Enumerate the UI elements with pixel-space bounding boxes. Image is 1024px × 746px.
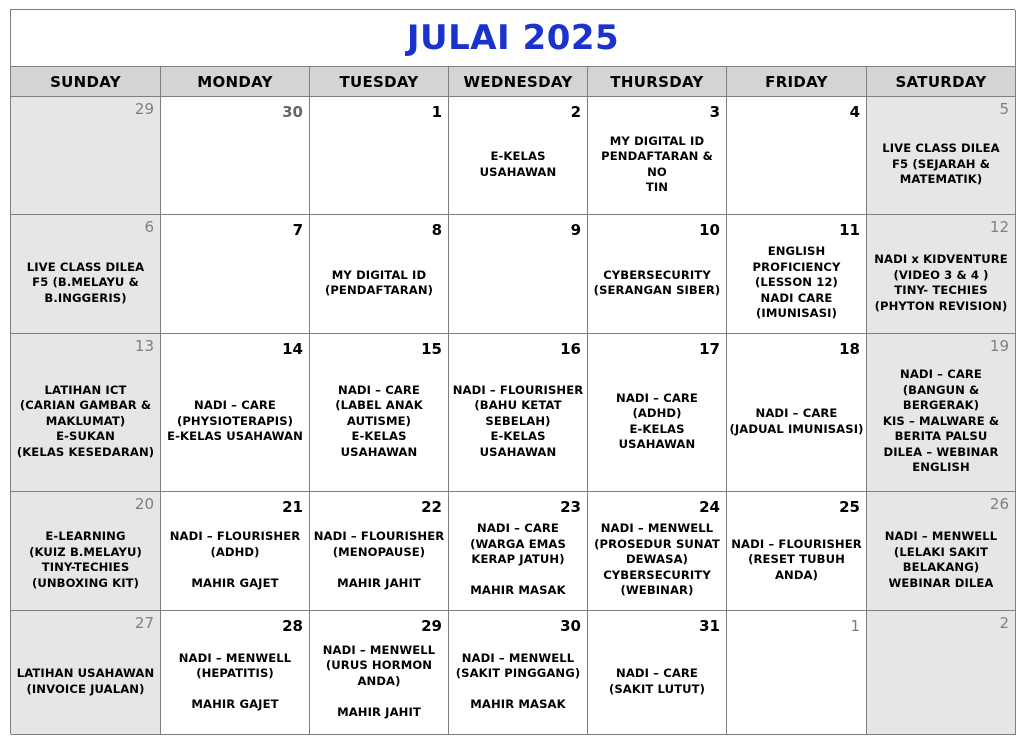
day-cell	[11, 611, 161, 735]
event-text	[590, 514, 724, 606]
day-header-sunday: SUNDAY	[11, 67, 161, 97]
day-cell	[449, 215, 588, 334]
day-number: 1	[850, 617, 860, 635]
event-line: NADI – FLOURISHER	[452, 382, 584, 397]
event-line: MAHIR MASAK	[470, 583, 566, 598]
event-line: MAHIR GAJET	[191, 575, 279, 590]
event-line: MATEMATIK)	[899, 172, 983, 187]
event-line: KIS – MALWARE &	[882, 413, 1000, 428]
event-line: CYBERSECURITY	[603, 567, 711, 582]
event-line: ENGLISH	[767, 244, 826, 259]
day-number: 14	[282, 340, 303, 358]
calendar-title: JULAI 2025	[11, 10, 1016, 67]
event-line: NADI – CARE	[477, 521, 559, 536]
event-line: (VIDEO 3 & 4 )	[893, 267, 989, 282]
event-text	[590, 633, 724, 730]
event-line: TINY-TECHIES	[41, 560, 130, 574]
event-text	[590, 237, 724, 329]
day-number: 6	[144, 218, 154, 236]
event-text	[13, 237, 158, 329]
event-line: F5 (SEJARAH &	[892, 156, 990, 171]
event-text	[451, 119, 585, 210]
day-number: 18	[839, 340, 860, 358]
event-line: NADI – CARE	[194, 398, 276, 413]
event-line: NADI – MENWELL	[322, 642, 436, 657]
day-number: 8	[431, 221, 442, 239]
day-number: 30	[560, 617, 581, 635]
event-line: TINY- TECHIES	[894, 283, 988, 297]
event-line: SEBELAH)	[485, 413, 551, 428]
event-line: AUTISME)	[346, 413, 412, 428]
day-header-friday: FRIDAY	[727, 67, 867, 97]
event-line: (CARIAN GAMBAR &	[19, 398, 152, 413]
event-line: (URUS HORMON	[325, 658, 433, 673]
day-number: 19	[989, 337, 1009, 355]
day-number: 28	[282, 617, 303, 635]
event-text	[163, 633, 307, 730]
day-number: 7	[292, 221, 303, 239]
event-line: B.INGGERIS)	[44, 290, 127, 305]
event-line: (LELAKI SAKIT	[893, 544, 989, 559]
event-line: (SAKIT PINGGANG)	[455, 666, 581, 680]
event-line: (LABEL ANAK	[335, 398, 423, 413]
event-line: CYBERSECURITY	[603, 267, 711, 282]
event-text	[13, 514, 158, 606]
event-line: NADI – CARE	[755, 406, 838, 420]
event-line: MAHIR JAHIT	[337, 704, 421, 719]
event-line: MY DIGITAL ID	[331, 267, 427, 282]
event-text	[163, 356, 307, 487]
event-line: (MENOPAUSE)	[332, 544, 426, 559]
event-line: NADI – CARE	[616, 390, 698, 405]
day-cell	[727, 492, 867, 611]
event-line: (WARGA EMAS	[470, 536, 566, 551]
day-number: 26	[989, 495, 1009, 513]
event-line: NADI – CARE	[338, 382, 420, 397]
event-text	[869, 356, 1013, 487]
day-cell	[11, 334, 161, 492]
event-line: NADI – FLOURISHER	[731, 536, 862, 551]
day-number: 23	[560, 498, 581, 516]
event-text	[869, 237, 1013, 329]
event-line: DILEA – WEBINAR	[883, 444, 999, 459]
day-header-tuesday: TUESDAY	[310, 67, 449, 97]
day-number: 24	[699, 498, 720, 516]
event-line: MAHIR JAHIT	[337, 575, 421, 590]
event-line: E-KELAS USAHAWAN	[167, 429, 303, 444]
day-cell	[11, 215, 161, 334]
event-text	[451, 633, 585, 730]
event-text	[729, 237, 864, 329]
day-cell	[161, 611, 310, 735]
day-cell	[867, 97, 1016, 215]
day-cell	[310, 97, 449, 215]
event-line: TIN	[645, 180, 669, 194]
event-line: ENGLISH	[912, 460, 970, 475]
day-cell	[727, 97, 867, 215]
event-line: NADI – MENWELL	[600, 521, 714, 536]
day-cell	[588, 334, 727, 492]
day-number: 17	[699, 340, 720, 358]
event-line: NADI – CARE	[616, 666, 698, 680]
day-number: 4	[849, 103, 860, 121]
event-line: NADI – MENWELL	[461, 650, 575, 665]
event-line: (SERANGAN SIBER)	[593, 283, 721, 297]
day-cell	[310, 215, 449, 334]
event-line: (ADHD)	[632, 406, 682, 420]
event-line: ANDA)	[357, 673, 401, 688]
event-text	[13, 356, 158, 487]
event-line: E-KELAS USAHAWAN	[479, 149, 557, 179]
event-line: MY DIGITAL ID	[609, 133, 705, 148]
day-cell	[11, 492, 161, 611]
day-cell	[727, 611, 867, 735]
day-number: 20	[134, 495, 154, 513]
day-cell	[449, 611, 588, 735]
day-header-wednesday: WEDNESDAY	[449, 67, 588, 97]
day-header-monday: MONDAY	[161, 67, 310, 97]
day-number: 21	[282, 498, 303, 516]
event-line: (INVOICE JUALAN)	[26, 681, 145, 696]
day-cell	[161, 492, 310, 611]
event-line: MAKLUMAT)	[45, 413, 126, 428]
day-number: 2	[570, 103, 581, 121]
day-cell	[310, 334, 449, 492]
event-line: F5 (B.MELAYU &	[32, 275, 139, 290]
day-cell	[161, 334, 310, 492]
event-line: NADI x KIDVENTURE	[874, 252, 1008, 266]
event-line: NADI CARE	[760, 290, 833, 305]
event-line: BERITA PALSU	[894, 429, 988, 444]
event-text	[869, 514, 1013, 606]
event-text	[729, 514, 864, 606]
event-text	[729, 356, 864, 487]
day-cell	[588, 492, 727, 611]
event-line: (BAHU KETAT	[474, 398, 562, 413]
day-cell	[867, 334, 1016, 492]
event-text	[451, 514, 585, 606]
event-line: (PHYSIOTERAPIS)	[176, 413, 294, 428]
event-text	[590, 119, 724, 210]
calendar-grid	[10, 9, 1015, 734]
event-line: (PENDAFTARAN)	[324, 283, 434, 297]
event-line: PENDAFTARAN & NO	[601, 149, 713, 179]
day-number: 29	[134, 100, 154, 118]
day-number: 11	[839, 221, 860, 239]
event-line: NADI – FLOURISHER	[313, 529, 445, 543]
day-number: 15	[421, 340, 442, 358]
event-line: (HEPATITIS)	[196, 666, 274, 680]
day-cell	[449, 492, 588, 611]
day-cell	[867, 611, 1016, 735]
day-cell	[727, 215, 867, 334]
event-line: (ADHD)	[210, 544, 260, 559]
day-number: 2	[999, 614, 1009, 632]
day-number: 9	[570, 221, 581, 239]
day-number: 31	[699, 617, 720, 635]
day-number: 25	[839, 498, 860, 516]
event-line: NADI – MENWELL	[178, 650, 292, 665]
event-line: PROFICIENCY	[752, 259, 841, 274]
event-line: NADI – MENWELL	[884, 529, 998, 543]
event-line: E-KELAS USAHAWAN	[340, 429, 418, 459]
event-line: BERGERAK)	[902, 398, 980, 413]
event-line: NADI – CARE	[900, 367, 982, 382]
event-line: (KUIZ B.MELAYU)	[29, 544, 142, 559]
day-header-saturday: SATURDAY	[867, 67, 1016, 97]
event-text	[312, 633, 446, 730]
day-cell	[867, 492, 1016, 611]
day-cell	[588, 611, 727, 735]
day-number: 22	[421, 498, 442, 516]
event-line: (PROSEDUR SUNAT	[594, 536, 720, 551]
event-line: NADI – FLOURISHER	[169, 529, 301, 543]
day-cell	[449, 334, 588, 492]
event-line: (PHYTON REVISION)	[874, 298, 1008, 313]
event-line: (UNBOXING KIT)	[31, 575, 140, 590]
day-number: 10	[699, 221, 720, 239]
day-cell	[310, 611, 449, 735]
day-number: 13	[134, 337, 154, 355]
event-line: (IMUNISASI)	[756, 306, 837, 321]
event-line: MAHIR MASAK	[470, 697, 566, 711]
day-number: 16	[560, 340, 581, 358]
day-number: 5	[999, 100, 1009, 118]
day-cell	[161, 97, 310, 215]
event-text	[451, 356, 585, 487]
event-line: (JADUAL IMUNISASI)	[729, 421, 864, 436]
event-line: E-SUKAN	[56, 429, 115, 444]
event-text	[163, 514, 307, 606]
event-line: LATIHAN USAHAWAN	[16, 666, 155, 680]
event-line: E-KELAS USAHAWAN	[618, 421, 696, 451]
day-cell	[588, 97, 727, 215]
event-line: KERAP JATUH)	[471, 552, 565, 567]
event-text	[312, 237, 446, 329]
event-text	[869, 119, 1013, 210]
event-line: LATIHAN ICT	[44, 382, 127, 397]
event-line: DEWASA)	[625, 552, 689, 567]
day-cell	[161, 215, 310, 334]
event-line: LIVE CLASS DILEA	[882, 141, 1000, 156]
day-cell	[727, 334, 867, 492]
event-text	[590, 356, 724, 487]
day-header-thursday: THURSDAY	[588, 67, 727, 97]
day-number: 3	[709, 103, 720, 121]
day-cell	[449, 97, 588, 215]
day-number: 12	[989, 218, 1009, 236]
event-line: E-KELAS USAHAWAN	[479, 429, 557, 459]
event-line: (SAKIT LUTUT)	[608, 681, 706, 696]
day-cell	[11, 97, 161, 215]
event-line: LIVE CLASS DILEA	[26, 259, 145, 274]
event-text	[312, 356, 446, 487]
event-line: (WEBINAR)	[620, 583, 694, 598]
day-number: 1	[431, 103, 442, 121]
event-text	[13, 633, 158, 730]
day-cell	[588, 215, 727, 334]
day-cell	[867, 215, 1016, 334]
day-number: 30	[282, 103, 303, 121]
event-line: (KELAS KESEDARAN)	[16, 444, 155, 459]
event-text	[312, 514, 446, 606]
event-line: (RESET TUBUH ANDA)	[748, 552, 845, 582]
event-line: (LESSON 12)	[755, 275, 838, 290]
day-cell	[310, 492, 449, 611]
event-line: E-LEARNING	[45, 529, 126, 543]
event-line: MAHIR GAJET	[191, 697, 279, 711]
day-number: 29	[421, 617, 442, 635]
day-number: 27	[134, 614, 154, 632]
event-line: WEBINAR DILEA	[888, 575, 994, 590]
event-line: BELAKANG)	[902, 560, 980, 574]
event-line: (BANGUN &	[902, 382, 980, 397]
